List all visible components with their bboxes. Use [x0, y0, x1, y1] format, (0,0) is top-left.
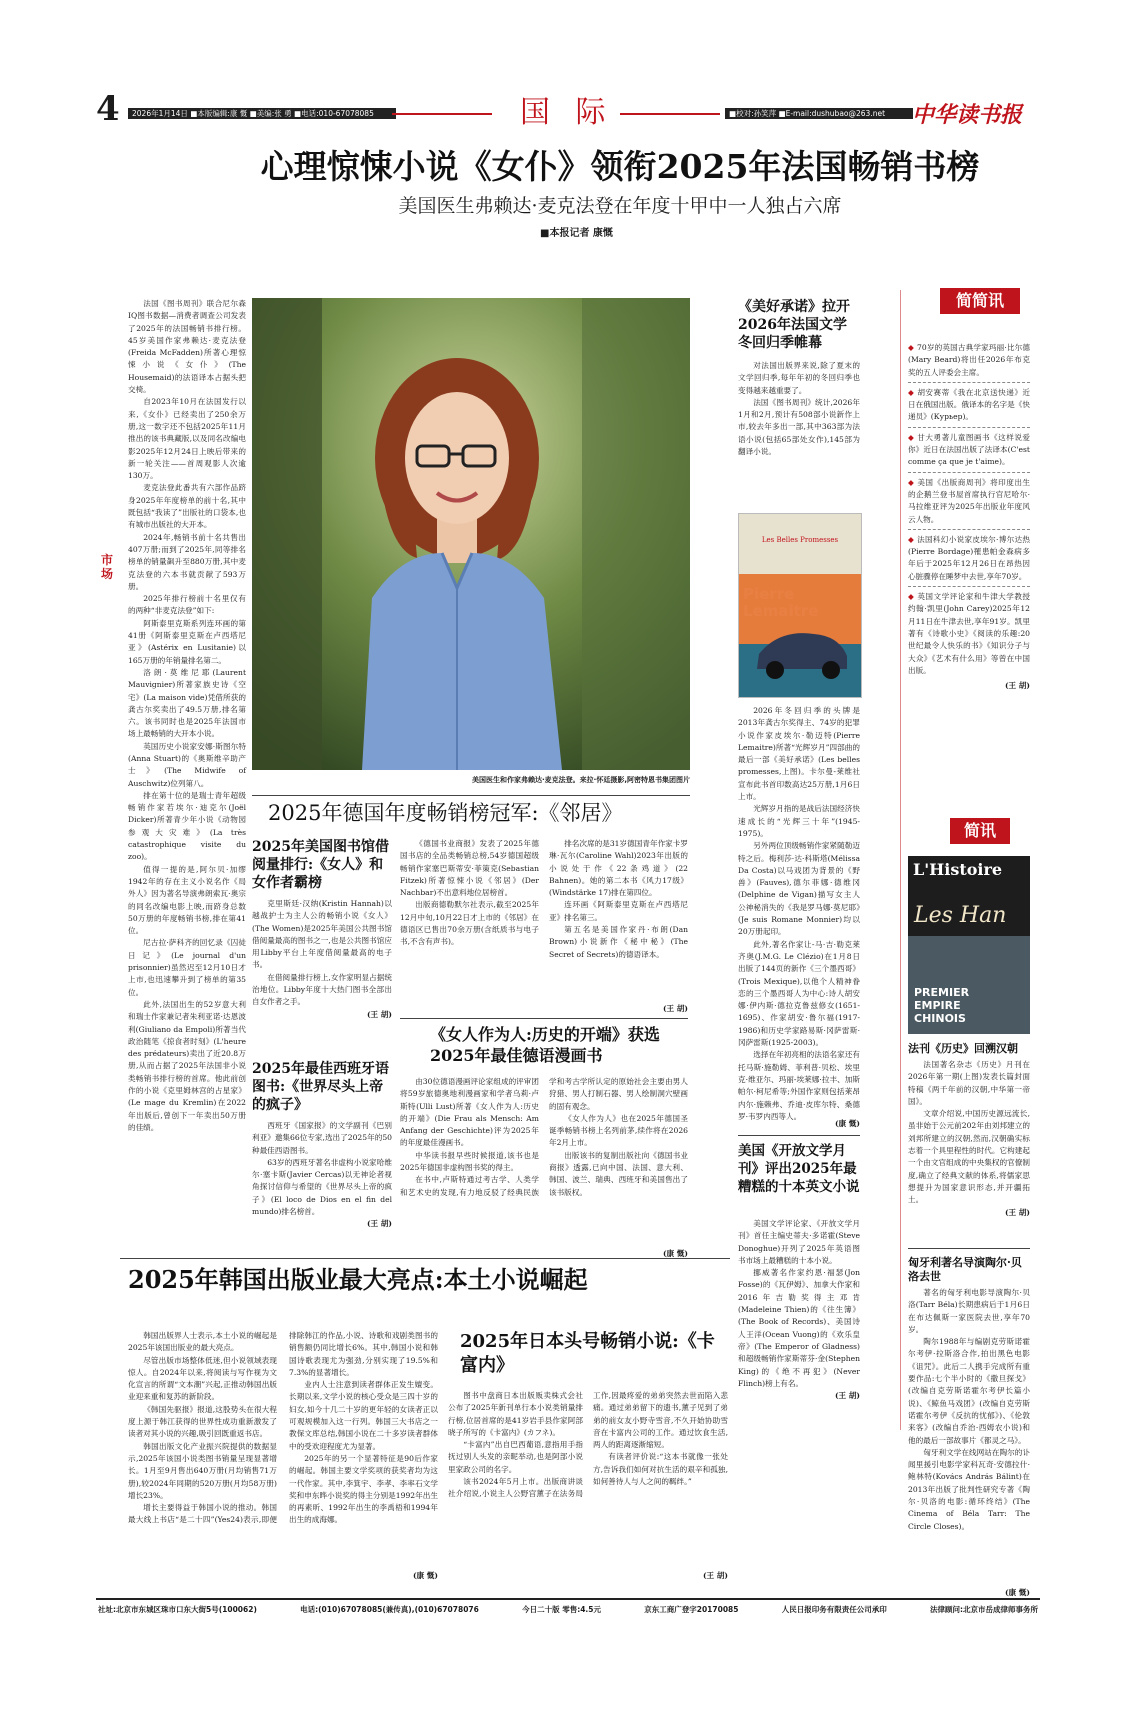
german-paragraph: 出版商德勒默尔社表示,截至2025年12月中旬,10月22日才上市的《邻居》在德语区已售出70余万册(含纸质书与电子书,不含有声书)。 [400, 900, 539, 947]
brief2-tag: 简讯 [950, 818, 1010, 844]
book-cover-art [739, 574, 861, 697]
magazine-headline: Les Han [914, 903, 1007, 928]
goncourt-paragraph: 对法国出版界来说,除了夏末的文学回归季,每年年初的冬回归季也变得越来越重要了。 [738, 361, 860, 395]
english-paragraph: 挪威著名作家约恩·福瑟(Jon Fosse)的《瓦伊姆》、加拿大作家和2016年吉勒奖得主邓肯(Madeleine Thien)的《往生簿》(The Book of Records)、美国诗人王洋(Ocean Vuong)的《欢乐皇帝》(The Emperor of Gladness)和超级畅销作家斯蒂芬·金(Stephen King)的《绝不再犯》(Never Flinch)榜上有名。 [738, 1268, 860, 1388]
goncourt-paragraph: 此外,著名作家让-马·吉·勒克莱齐奥(J.M.G. Le Clézio)在1月8日出版了144页的新作《三个墨西哥》(Trois Mexique),以他个人精神眷恋的三个墨西哥人为中心:诗人胡安娜·伊内斯·德拉克鲁兹修女(1651-1695)、作家胡安·鲁尔福(1917-1986)和历史学家路易斯·冈萨雷斯·冈萨雷斯(1925-2003)。 [738, 939, 860, 1048]
section-line-left [392, 113, 492, 115]
lead-title: 心理惊悚小说《女仆》领衔2025年法国畅销书榜 [260, 147, 980, 186]
german-title-rule [252, 795, 690, 796]
japan-paragraph: 有读者评价说:“这本书就像一张处方,告诉我们如何对抗生活的艰辛和孤独,如何善待人与人之间的羁绊。” [593, 1452, 728, 1487]
spanish-paragraph: 63岁的西班牙著名非虚构小说家哈维尔·塞卡斯(Javier Cercas)以无神论者视角探讨信仰与希望的《世界尽头上帝的疯子》(El loco de Dios en el fin del mundo)排名榜首。 [252, 1157, 392, 1217]
german-paragraph: 连环画《阿斯泰里克斯在卢西塔尼亚》排名第三。 [549, 900, 688, 922]
section-title: 国 际 [520, 95, 614, 130]
korea-paragraph: 业内人士注意到读者群体正发生嬗变。长期以来,文学小说的核心受众是三四十岁的妇女,如今十几二十岁的更年轻的女读者正以可观规模加入这一行列。韩国三大书店之一教保文库总结,韩国小说在二十多岁读者群体中的受欢迎程度尤为显著。 [289, 1380, 438, 1451]
japan-sign: (王 胡) [702, 1571, 728, 1580]
han-section [908, 1042, 1030, 1218]
brief-item: ◆ 美国《出版商周刊》将印度出生的企鹅兰登书屋首席执行官尼哈尔·马拉维亚评为2025年出版业年度风云人物。 [908, 473, 1030, 530]
lead-subtitle: 美国医生弗赖达·麦克法登在年度十甲中一人独占六席 [398, 195, 842, 217]
han-paragraph: 文章介绍说,中国历史源远流长,虽非始于公元前202年由刘邦建立的刘邦所建立的汉朝,然而,汉朝确实标志着一个具里程性的时代。它构建起一个由文官组成的中央集权的官僚制度,确立了经典文献的体系,将儒家思想提升为国家意识形态,并开疆拓土。 [908, 1109, 1030, 1205]
brief-item: ◆ 英国文学评论家和牛津大学教授约翰·凯里(John Carey)2025年12月11日在牛津去世,享年91岁。凯里著有《诗歌小史》《阅读的乐趣:20世纪最令人快乐的书》《知识分子与大众》《艺术有什么用》等曾在中国出版。 [908, 587, 1030, 680]
page-number: 4 [96, 89, 120, 129]
brief-list [908, 338, 1030, 691]
comic-paragraph: 由30位德语漫画评论家组成的评审团将59岁旅德奥地利漫画家和学者乌莉·卢斯特(Ulli Lust)所著《女人作为人:历史的开端》(Die Frau als Mensch: Am Anfang der Geschichte)评为2025年的年度最佳漫画书。 [400, 1077, 539, 1148]
tarr-body [908, 1287, 1030, 1587]
us-library-paragraph: 在借阅量排行榜上,女作家明显占据统治地位。Libby年度十大热门图书全部出自女作者之手。 [252, 972, 392, 1007]
comic-rule [400, 1018, 688, 1019]
lead-paragraph: 值得一提的是,阿尔贝·加缪1942年的存在主义小说名作《局外人》因为著名导演弗朗索瓦·奥宗的同名改编电影上映,而跻身总数50万册的年度畅销书榜,排在第41位。 [128, 864, 246, 936]
spanish-body [252, 1120, 392, 1218]
comic-paragraph: 出版该书的复制出版社向《德国书业商报》透露,已向中国、法国、意大利、韩国、波兰、瑞典、西班牙和美国售出了该书版权。 [549, 1150, 688, 1197]
english-body [738, 1218, 860, 1390]
goncourt-section [738, 298, 860, 458]
footer-license: 京东工商广登字20170085 [644, 1605, 739, 1614]
english-section [738, 1142, 860, 1401]
us-library-body [252, 898, 392, 1009]
han-body [908, 1059, 1030, 1207]
tarr-section [908, 1256, 1030, 1598]
footer-law: 法律顾问:北京市岳成律师事务所 [929, 1605, 1038, 1614]
footer-pages: 今日二十版 零售:4.5元 [522, 1605, 601, 1614]
english-sign: (王 胡) [834, 1391, 860, 1401]
goncourt-paragraph: 另外两位顶级畅销作家紧随勒迈特之后。梅利莎·达·科斯塔(Mélissa Da Costa)以马戏团为背景的《野兽》(Fauves),德尔菲娜·德维冈(Delphine de Vigan)描写女主人公神秘消失的《我是罗马娜·莫尼耶》(Je suis Romane Monnier)均以20万册起印。 [738, 841, 860, 937]
tarr-paragraph: 匈牙利文学在线网站在陶尔的讣闻里援引电影学家科瓦奇·安德拉什·鲍林特(Kovács András Bálint)在2013年出版了批判性研究专著《陶尔·贝洛的电影:循环终结》(The Cinema of Béla Tarr: The Circle Closes)。 [908, 1447, 1030, 1531]
book-cover-series: Les Belles Promesses [761, 536, 839, 544]
us-library-paragraph: 克里斯廷·汉纳(Kristin Hannah)以越战护士为主人公的畅销小说《女人》(The Women)是2025年美国公共图书馆借阅量最高的图书之一,也是公共图书馆应用Libby平台上年度借阅量最高的电子书。 [252, 899, 392, 970]
korea-sign: (康 慨) [412, 1571, 438, 1580]
comic-paragraph: 中华读书报早些时候报道,该书也是2025年德国非虚构图书奖的得主。 [400, 1150, 539, 1173]
comic-sign: (康 慨) [662, 1249, 688, 1258]
us-library-section [252, 838, 392, 1020]
lead-byline: ■本报记者 康慨 [540, 228, 613, 239]
comic-paragraph: 《女人作为人》也在2025年德国圣诞季畅销书榜上名列前茅,续作将在2026年2月上市。 [549, 1113, 688, 1148]
comic-title: 《女人作为人:历史的开端》获选2025年最佳德语漫画书 [430, 1025, 660, 1065]
goncourt-paragraph: 选择在年初亮相的法语名家还有托马斯·施勒姆、菲利普·贝松、埃里克·维亚尔、玛丽-埃莱娜·拉丰、加斯帕尔·柯尼希等;外国作家则包括莱昂内尔·施赖弗、乔迪·皮库尔特、桑德罗·韦罗内西等人。 [738, 1050, 860, 1121]
korea-title: 2025年韩国出版业最大亮点:本土小说崛起 [128, 1265, 588, 1294]
tarr-rule [908, 1248, 1030, 1249]
lead-paragraph: 尼古拉·萨科齐的回忆录《囚徒日记》(Le journal d'un prisonnier)虽然迟至12月10日才上市,也迅速攀升到了榜单的第35位。 [128, 938, 246, 997]
goncourt-paragraph: 光辉岁月指的是战后法国经济快速成长的“光辉三十年”(1945-1975)。 [738, 804, 860, 838]
lead-paragraph: 麦克法登此番共有六部作品跻身2025年年度榜单的前十名,其中既包括“我读了”出版社的口袋本,也有城市出版社的大开本。 [128, 483, 246, 530]
english-title: 美国《开放文学月刊》评出2025年最糟糕的十本英文小说 [738, 1143, 860, 1195]
english-paragraph: 美国文学评论家、《开放文学月刊》首任主编史蒂夫·多诺霍(Steve Donoghue)开列了2025年英语图书市场上最糟糕的十本小说。 [738, 1219, 860, 1265]
spanish-section [252, 1060, 392, 1229]
lead-paragraph: 法国《图书周刊》联合尼尔森IQ图书数据—消费者调查公司发表了2025年的法国畅销书排行榜。45岁美国作家弗赖达·麦克法登(Freida McFadden)所著心理惊悚小说《女仆》(The Housemaid)的法语译本占据头把交椅。 [128, 299, 246, 395]
goncourt-sign: (康 慨) [834, 1119, 860, 1128]
footer-printer: 人民日报印务有限责任公司承印 [781, 1605, 887, 1614]
german-body [400, 838, 688, 1003]
header-left-info: 2026年1月14日 ■本版编辑:康 慨 ■美编:张 勇 ■电话:010-67078085 [128, 108, 396, 119]
lead-paragraph: 此外,法国出生的52岁意大利和瑞士作家兼记者朱利亚诺·达恩波利(Giuliano da Empoli)所著当代政治随笔《掠食者时刻》(L'heure des prédateurs)卖出了近20.8万册,从而占据了2025年法国非小说类畅销书排行榜的首席。他此前创作的小说《克里姆林宫的占星家》(Le mage du Kremlin)在2022年出版后,曾创下一年卖出50万册的佳绩。 [128, 999, 246, 1132]
han-paragraph: 法国著名杂志《历史》月刊在2026年第一期(上图)发表长篇封面特稿《两千年前的汉朝,中华第一帝国》。 [908, 1060, 1030, 1106]
footer-rule [96, 1598, 1040, 1600]
lead-paragraph: 2024年,畅销书前十名共售出407万册;而到了2025年,同等排名榜单的销量飙升至880万册,其中麦克法登的六本书就贡献了593万册。 [128, 532, 246, 591]
brief-column-rule [900, 290, 901, 1430]
lead-paragraph: 2025年排行榜前十名里仅有的两种“非麦克法登”如下: [128, 594, 246, 616]
photo-caption: 美国医生和作家弗赖达·麦克法登。来拉·怀廷摄影,阿密特恩书集团图片 [472, 776, 690, 784]
spanish-sign: (王 胡) [366, 1219, 392, 1229]
korea-paragraph: 尽管出版市场整体低迷,但小说领域表现惊人。自2024年以来,将阅读与写作视为文化宣言的所谓“文本潮”兴起,正推动韩国出版业迎来重和复苏的新阶段。 [128, 1355, 277, 1402]
masthead: 中华读书报 [912, 102, 1023, 128]
author-photo-drawing [252, 298, 690, 770]
german-sign: (王 胡) [662, 1004, 688, 1013]
footer [98, 1604, 1038, 1615]
japan-section [448, 1330, 728, 1388]
brief-item: ◆ 甘大勇著儿童图画书《这样说爱你》近日在法国出版了法译本(C'est comme ça que je t'aime)。 [908, 428, 1030, 473]
lead-paragraph: 阿斯泰里克斯系列连环画的第41册《阿斯泰里克斯在卢西塔尼亚》(Astérix en Lusitanie)以165万册的年销量排名第二。 [128, 618, 246, 665]
german-title: 2025年德国年度畅销榜冠军:《邻居》 [268, 801, 623, 825]
japan-paragraph: 该书2024年5月上市。出版商讲谈社介绍说,小说主人公野宫薰子在法务局工作,因最疼爱的弟弟突然去世而陷入悲痛。通过弟弟留下的遗书,薰子见到了弟弟的前女友小野寺雪音,不久开始协助雪音在卡富内公司的工作。通过饮食生活,两人的距离逐渐缩短。 [448, 1391, 728, 1499]
magazine-sub: PREMIER EMPIRE CHINOIS [914, 986, 970, 1025]
tarr-sign: (康 慨) [1004, 1588, 1030, 1597]
english-rule [738, 1135, 860, 1136]
magazine-cover [908, 856, 1030, 1034]
goncourt-paragraph: 法国《图书周刊》统计,2026年1月和2月,预计有508部小说新作上市,较去年多出一部,其中363部为法语小说(包括65部处女作),145部为翻译小说。 [738, 397, 860, 457]
korea-body [128, 1330, 438, 1568]
german-paragraph: 《德国书业商报》发表了2025年德国书店的全品类畅销总榜,54岁德国超级畅销作家塞巴斯蒂安·菲策克(Sebastian Fitzek)所著惊悚小说《邻居》(Der Nachbar)不出意料地位居榜首。 [400, 839, 539, 898]
korea-paragraph: 增长主要得益于韩国小说的推动。韩国最大线上书店“是二十四”(Yes24)表示,即便排除韩江的作品,小说、诗歌和戏剧类图书的销售额仍同比增长6%。其中,韩国小说和韩国诗歌表现尤为强劲,分别实现了19.5%和7.3%的显著增长。 [128, 1331, 438, 1525]
lead-paragraph: 洛朗·莫维尼耶(Laurent Mauvignier)所著家族史诗《空宅》(La maison vide)凭借所获的龚古尔奖卖出了49.5万册,排名第六。该书同时也是2025年法国市场上最畅销的大开本小说。 [128, 667, 246, 739]
footer-phone: 电话:(010)67078085(兼传真),(010)67078076 [300, 1605, 479, 1614]
lead-paragraph: 自2023年10月在法国发行以来,《女仆》已经卖出了250余万册,这一数字还不包括2025年11月推出的该书典藏版,以及同名改编电影2025年12月24日上映后带来的新一轮关注——首周观影人次逾130万。 [128, 397, 246, 481]
spanish-title: 2025年最佳西班牙语图书:《世界尽头上帝的疯子》 [252, 1061, 389, 1113]
brief-item: ◆ 法国科幻小说家皮埃尔·博尔达热(Pierre Bordage)罹患帕金森病多年后于2025年12月26日在昂热因心脏骤停在睡梦中去世,享年70岁。 [908, 530, 1030, 587]
han-title: 法刊《历史》回溯汉朝 [908, 1042, 1018, 1055]
header-right-info: ■校对:孙笑萍 ■E-mail:dushubao@263.net [725, 108, 913, 119]
korea-paragraph: 韩国出版界人士表示,本土小说的崛起是2025年该国出版业的最大亮点。 [128, 1331, 277, 1353]
us-library-sign: (王 胡) [366, 1009, 392, 1019]
author-photo [252, 298, 690, 770]
side-label: 市场 [101, 553, 114, 581]
lead-body [128, 298, 246, 1263]
book-cover [738, 513, 862, 698]
goncourt-body-top [738, 360, 860, 458]
section-line-right [620, 113, 720, 115]
lead-paragraph: 英国历史小说家安娜·斯图尔特(Anna Stuart)的《奥斯维辛助产士》(The Midwife of Auschwitz)位列第八。 [128, 741, 246, 788]
us-library-title: 2025年美国图书馆借阅量排行:《女人》和女作者霸榜 [252, 839, 389, 891]
footer-address: 社址:北京市东城区珠市口东大街5号(100062) [98, 1605, 257, 1614]
han-sign: (王 胡) [1004, 1207, 1030, 1217]
goncourt-title: 《美好承诺》拉开2026年法国文学冬回归季帷幕 [738, 299, 850, 351]
magazine-name: L'Histoire [913, 860, 1003, 879]
korea-paragraph: 韩国出版文化产业振兴院提供的数据显示,2025年该国小说类图书销量呈现显著增长。1月至9月售出640万册(月均销售71万册),较2024年同期的520万册(月均58万册)增长23%。 [128, 1441, 277, 1500]
goncourt-body-bottom [738, 705, 860, 1121]
japan-title: 2025年日本头号畅销小说:《卡富内》 [460, 1331, 715, 1376]
brief-sign: (王 胡) [1004, 681, 1030, 691]
brief-item: ◆ 70岁的英国古典学家玛丽·比尔德(Mary Beard)将出任2026年布克奖的五人评委会主席。 [908, 338, 1030, 383]
tarr-title: 匈牙利著名导演陶尔·贝洛去世 [908, 1256, 1022, 1283]
spanish-paragraph: 西班牙《国家报》的文学副刊《巴别利亚》邀集66位专家,选出了2025年的50种最佳西语图书。 [252, 1121, 392, 1155]
german-paragraph: 第五名是美国作家丹·布朗(Dan Brown)小说新作《秘中秘》(The Secret of Secrets)的德语译本。 [549, 925, 688, 959]
brief-tag: 简简讯 [940, 288, 1020, 314]
german-paragraph: 排名次席的是31岁德国青年作家卡罗琳·瓦尔(Caroline Wahl)2023年出版的小说处于作《22条鸡道》(22 Bahnen)。她的第二本书《风力17级》(Windstärke 17)排在第四位。 [549, 839, 688, 898]
korea-paragraph: 2025年的另一个显著特征是90后作家的崛起。韩国主要文学奖项的获奖者均为这一代作家。其中,李箕宇、李孝、李率石文学奖和申东晔小说奖的得主分别是1992年出生的再素昕、1992年出生的李禹梧和1994年出生的成海娜。 [289, 1453, 438, 1525]
lead-paragraph: 排在第十位的是瑞士青年超级畅销作家若埃尔·迪克尔(Joël Dicker)所著青少年小说《动物园参观大灾难》(La très catastrophique visite du zoo)。 [128, 790, 246, 862]
japan-paragraph: “卡富内”出自巴西葡语,意指用手指抚过别人头发的亲昵举动,也是阿部小说里家政公司的名字。 [448, 1440, 583, 1474]
goncourt-paragraph: 2026年冬回归季的头牌是2013年龚古尔奖得主、74岁的犯罪小说作家皮埃尔·勒迈特(Pierre Lemaitre)所著“光辉岁月”四部曲的最后一部《美好承诺》(Les belles promesses,上图)。卡尔曼-莱维社宣布此书首印数高达25万册,1月6日上市。 [738, 706, 860, 802]
japan-paragraph: 图书中盘商日本出版贩卖株式会社公布了2025年新刊单行本小说类销量排行榜,位居首席的是41岁岩手县作家阿部晓子所写的《卡富内》(カフネ)。 [448, 1391, 583, 1437]
tarr-paragraph: 著名的匈牙利电影导演陶尔·贝洛(Tarr Béla)长期患病后于1月6日在布达佩斯一家医院去世,享年70岁。 [908, 1288, 1030, 1334]
brief-item: ◆ 胡安赛蒂《我在北京送快递》近日在俄国出版。俄译本的名字是《快递员》(Курьер)。 [908, 383, 1030, 428]
comic-paragraph: 在书中,卢斯特通过考古学、人类学和艺术史的发现,有力地反驳了经典民族学和考古学所认定的原始社会主要由男人狩猎、男人打制石器、男人绘制洞穴壁画的固有观念。 [400, 1077, 688, 1197]
korea-rule [120, 1258, 730, 1259]
japan-body [448, 1390, 728, 1568]
korea-paragraph: 《韩国先驱报》报道,这股势头在很大程度上源于韩江获得的世界性成功重新激发了读者对其小说的兴趣,吸引回既重返书店。 [128, 1404, 277, 1439]
tarr-paragraph: 陶尔1988年与编剧克劳斯诺霍尔考伊·拉斯洛合作,拍出黑色电影《诅咒》。此后二人携手完成所有重要作品:七个半小时的《撒旦探戈》(改编自克劳斯诺霍尔考伊长篇小说)、《鲸鱼马戏团》(改编自克劳斯诺霍尔考伊《反抗的忧郁》)、《伦敦来客》(改编自乔治·西姆农小说)和他的最后一部故事片《都灵之马》。 [908, 1337, 1030, 1445]
comic-body [400, 1076, 688, 1248]
